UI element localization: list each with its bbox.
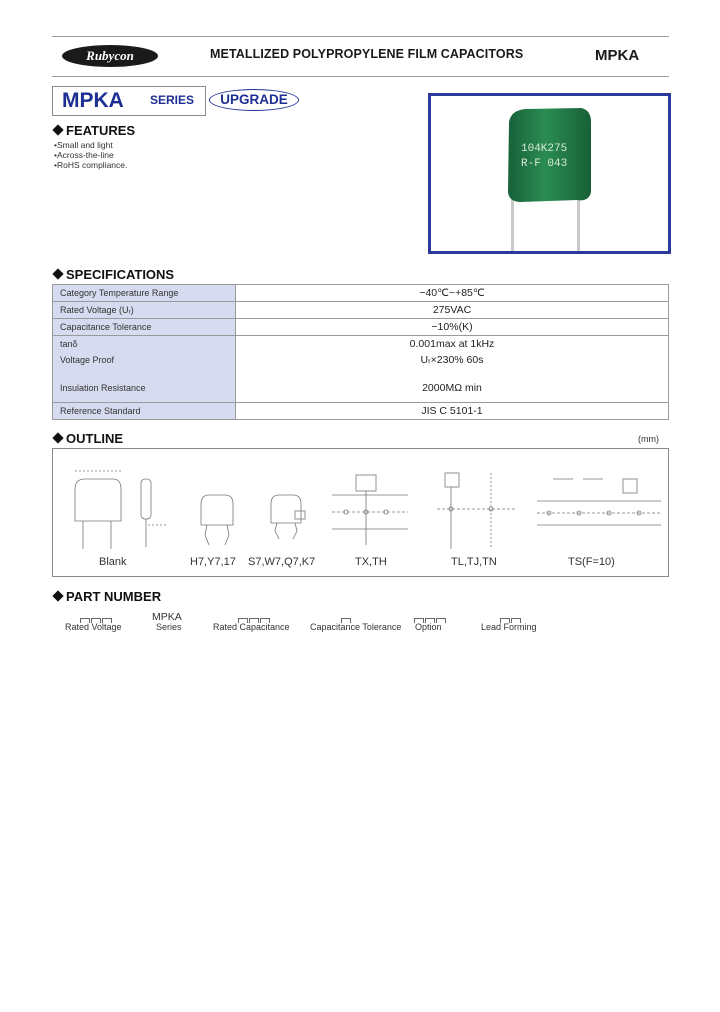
spec-row bbox=[53, 319, 669, 336]
marking-line-2: R-F 043 bbox=[521, 158, 568, 170]
pn-field-label: Option bbox=[415, 622, 442, 632]
lead-right bbox=[577, 194, 580, 251]
feature-text: Small and light bbox=[56, 140, 113, 150]
spec-label: Category Temperature Range bbox=[53, 285, 236, 302]
pn-field-label: Capacitance Tolerance bbox=[310, 622, 402, 632]
header-top-rule bbox=[52, 36, 669, 37]
pn-field-label: Rated Capacitance bbox=[213, 622, 290, 632]
document-code: MPKA bbox=[595, 47, 640, 64]
diamond-bullet-icon bbox=[52, 432, 63, 443]
spec-value: Uᵣ×230% 60s bbox=[420, 354, 484, 366]
product-photo bbox=[428, 93, 671, 254]
capacitor-illustration bbox=[431, 96, 668, 251]
spec-row-group bbox=[53, 336, 669, 403]
outline-drawing-h7 bbox=[201, 495, 233, 545]
capacitor-body bbox=[508, 108, 591, 202]
spec-label: tanδ bbox=[60, 339, 78, 349]
spec-label: Reference Standard bbox=[53, 403, 236, 420]
brand-logo: Rubycon bbox=[62, 45, 158, 67]
outline-drawing-blank bbox=[75, 471, 168, 549]
pn-field-label: Series bbox=[156, 622, 182, 632]
features-title-text: FEATURES bbox=[66, 123, 136, 138]
spec-value: −10%(K) bbox=[236, 319, 669, 336]
outline-label: Blank bbox=[99, 556, 127, 568]
header-bottom-rule bbox=[52, 76, 669, 77]
spec-label-group bbox=[53, 336, 236, 403]
feature-item: •Across-the-line bbox=[54, 150, 114, 160]
spec-value: JIS C 5101-1 bbox=[236, 403, 669, 420]
marking-line-1: 104K275 bbox=[521, 143, 568, 155]
spec-value: 2000MΩ min bbox=[422, 382, 482, 394]
diamond-bullet-icon bbox=[52, 124, 63, 135]
feature-item: •Small and light bbox=[54, 140, 113, 150]
series-label: SERIES bbox=[150, 93, 195, 107]
outline-label: TS(F=10) bbox=[568, 556, 615, 568]
specifications-table bbox=[52, 284, 669, 420]
outline-label: H7,Y7,17 bbox=[190, 556, 236, 568]
spec-value: 0.001max at 1kHz bbox=[409, 338, 495, 350]
outline-title-text: OUTLINE bbox=[66, 431, 124, 446]
pn-field-label: Rated Voltage bbox=[65, 622, 122, 632]
pn-field-label: Lead Forming bbox=[481, 622, 537, 632]
pn-series-code: MPKA bbox=[152, 611, 182, 623]
outline-drawing-s7 bbox=[271, 495, 305, 539]
spec-value-group bbox=[236, 336, 669, 403]
features-title bbox=[54, 123, 135, 138]
part-number-title-text: PART NUMBER bbox=[66, 589, 162, 604]
outline-unit: (mm) bbox=[638, 434, 659, 444]
spec-label: Rated Voltage (Uᵣ) bbox=[53, 302, 236, 319]
spec-row bbox=[53, 302, 669, 319]
specifications-title bbox=[54, 267, 174, 282]
spec-row bbox=[53, 285, 669, 302]
feature-text: Across-the-line bbox=[56, 150, 114, 160]
upgrade-badge: UPGRADE bbox=[209, 89, 299, 111]
document-title: METALLIZED POLYPROPYLENE FILM CAPACITORS bbox=[210, 47, 524, 61]
outline-drawing-tl bbox=[437, 473, 515, 549]
spec-value: 275VAC bbox=[236, 302, 669, 319]
series-name: MPKA bbox=[62, 89, 124, 112]
part-number-title bbox=[54, 589, 161, 604]
feature-item: •RoHS compliance. bbox=[54, 160, 128, 170]
outline-label: TL,TJ,TN bbox=[451, 556, 497, 568]
feature-text: RoHS compliance. bbox=[56, 160, 128, 170]
spec-value: −40℃~+85℃ bbox=[236, 285, 669, 302]
spec-row bbox=[53, 403, 669, 420]
outline-label: TX,TH bbox=[355, 556, 387, 568]
spec-label: Insulation Resistance bbox=[60, 383, 146, 393]
outline-title bbox=[54, 431, 123, 446]
outline-drawing-tx bbox=[332, 475, 408, 545]
lead-left bbox=[511, 196, 514, 251]
diamond-bullet-icon bbox=[52, 590, 63, 601]
outline-drawing-ts bbox=[537, 479, 661, 525]
spec-label: Voltage Proof bbox=[60, 355, 115, 365]
spec-label: Capacitance Tolerance bbox=[53, 319, 236, 336]
outline-label: S7,W7,Q7,K7 bbox=[248, 556, 316, 568]
specifications-title-text: SPECIFICATIONS bbox=[66, 267, 175, 282]
diamond-bullet-icon bbox=[52, 268, 63, 279]
